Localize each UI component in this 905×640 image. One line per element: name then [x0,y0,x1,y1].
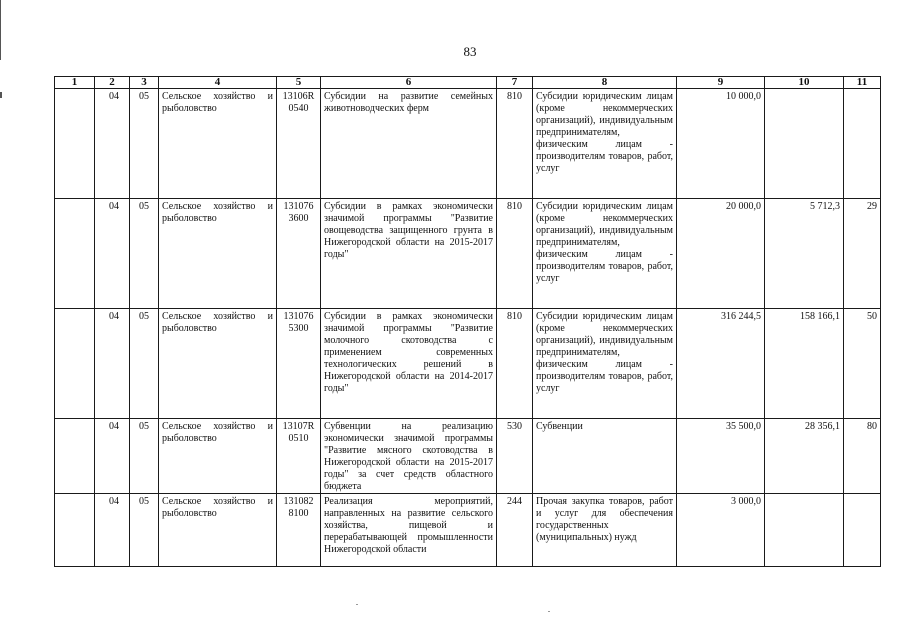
cell-subsection: 05 [130,89,159,199]
cell-subsection: 05 [130,419,159,494]
cell-description: Реализация мероприятий, направленных на развитие сельского хозяйства, пищевой и перерабатывающей промышленности Нижегородской области [321,494,497,567]
column-header-9: 9 [677,77,765,89]
table-row [55,309,881,419]
cell-section: 04 [95,419,130,494]
cell-percent: 29 [844,199,881,309]
table-row [55,419,881,494]
cell-num [55,89,95,199]
cell-target-code: 131076 3600 [277,199,321,309]
cell-percent [844,89,881,199]
cell-planned: 3 000,0 [677,494,765,567]
cell-target-code: 13107R 0510 [277,419,321,494]
cell-expense-name: Субвенции [533,419,677,494]
cell-actual [765,494,844,567]
column-header-6: 6 [321,77,497,89]
cell-actual: 5 712,3 [765,199,844,309]
cell-percent [844,494,881,567]
cell-planned: 20 000,0 [677,199,765,309]
scan-speck [548,611,550,612]
cell-description: Субвенции на реализацию экономически значимой программы "Развитие мясного скотоводства в Нижегородской области на 2015-2017 годы" за счет средств областного бюджета [321,419,497,494]
column-header-11: 11 [844,77,881,89]
cell-section: 04 [95,309,130,419]
cell-description: Субсидии в рамках экономически значимой программы "Развитие овощеводства защищенного грунта в Нижегородской области на 2015-2017 годы" [321,199,497,309]
page-number: 83 [463,44,477,59]
cell-percent: 80 [844,419,881,494]
cell-actual: 158 166,1 [765,309,844,419]
cell-target-code: 131076 5300 [277,309,321,419]
budget-table [54,76,881,567]
column-header-5: 5 [277,77,321,89]
cell-actual [765,89,844,199]
cell-num [55,419,95,494]
header-row [55,77,881,89]
column-header-7: 7 [497,77,533,89]
cell-section: 04 [95,494,130,567]
cell-actual: 28 356,1 [765,419,844,494]
cell-expense-type: 810 [497,89,533,199]
cell-description: Субсидии в рамках экономически значимой программы "Развитие молочного скотоводства с применением современных технологических решений в Нижегородской области на 2014-2017 годы" [321,309,497,419]
column-header-10: 10 [765,77,844,89]
cell-subsection: 05 [130,199,159,309]
table-header [55,77,881,89]
cell-subsection: 05 [130,494,159,567]
cell-planned: 10 000,0 [677,89,765,199]
cell-expense-name: Прочая закупка товаров, работ и услуг для обеспечения государственных (муниципальных) нужд [533,494,677,567]
column-header-3: 3 [130,77,159,89]
table-row [55,89,881,199]
cell-target-code: 131082 8100 [277,494,321,567]
cell-description: Субсидии на развитие семейных животноводческих ферм [321,89,497,199]
cell-planned: 35 500,0 [677,419,765,494]
table-row [55,494,881,567]
column-header-4: 4 [159,77,277,89]
cell-expense-type: 810 [497,309,533,419]
cell-sector: Сельское хозяйство и рыболовство [159,419,277,494]
column-header-8: 8 [533,77,677,89]
cell-expense-type: 810 [497,199,533,309]
cell-subsection: 05 [130,309,159,419]
cell-sector: Сельское хозяйство и рыболовство [159,89,277,199]
cell-sector: Сельское хозяйство и рыболовство [159,199,277,309]
cell-expense-type: 244 [497,494,533,567]
cell-expense-type: 530 [497,419,533,494]
cell-num [55,199,95,309]
cell-num [55,309,95,419]
cell-planned: 316 244,5 [677,309,765,419]
column-header-2: 2 [95,77,130,89]
cell-section: 04 [95,199,130,309]
cell-num [55,494,95,567]
scan-speck [356,604,358,605]
cell-expense-name: Субсидии юридическим лицам (кроме некоммерческих организаций), индивидуальным предпринимателям, физическим лицам - производителям товаров, работ, услуг [533,309,677,419]
scan-edge-mark [0,92,2,98]
table-row [55,199,881,309]
cell-sector: Сельское хозяйство и рыболовство [159,494,277,567]
cell-target-code: 13106R 0540 [277,89,321,199]
cell-sector: Сельское хозяйство и рыболовство [159,309,277,419]
column-header-1: 1 [55,77,95,89]
cell-percent: 50 [844,309,881,419]
cell-expense-name: Субсидии юридическим лицам (кроме некоммерческих организаций), индивидуальным предпринимателям, физическим лицам - производителям товаров, работ, услуг [533,89,677,199]
cell-section: 04 [95,89,130,199]
cell-expense-name: Субсидии юридическим лицам (кроме некоммерческих организаций), индивидуальным предпринимателям, физическим лицам - производителям товаров, работ, услуг [533,199,677,309]
